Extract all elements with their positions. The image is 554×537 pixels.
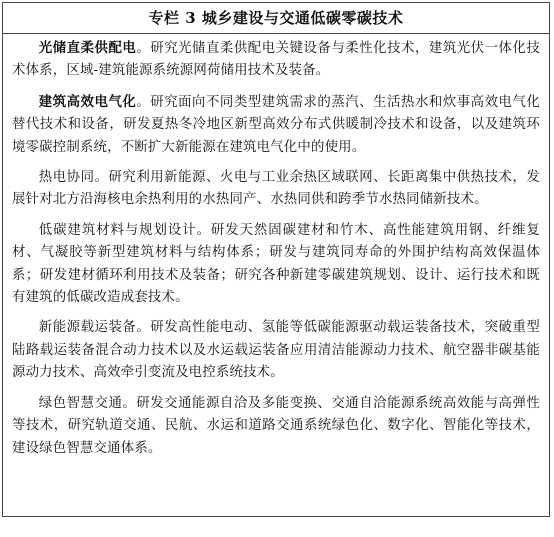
paragraph-lead: 新能源载运装备 [38,320,137,336]
paragraph-text: 。研发高性能电动、氢能等低碳能源驱动载运装备技术，突破重型陆路载运装备混合动力技术以及水运载运装备应用清洁能源动力技术、航空器非碳基能源动力技术、高效牵引变流及电控系统技术。 [12,320,540,381]
paragraph-vehicles [12,317,540,384]
paragraph-text: 。研究光储直柔供配电关键设备与柔性化技术，建筑光伏一体化技术体系，区域-建筑能源系统源网荷储用技术及装备。 [12,41,540,79]
paragraph-lead: 建筑高效电气化 [38,93,137,110]
paragraph-green-transport [12,393,540,460]
paragraph-lead: 热电协同 [38,170,95,186]
column-box [2,2,550,517]
paragraph-electrification [12,91,540,159]
paragraph-lead: 光储直柔供配电 [38,40,137,56]
paragraph-lead: 绿色智慧交通 [38,395,123,411]
paragraph-lead: 低碳建筑材料与规划设计 [38,222,197,238]
column-body [3,34,549,460]
paragraph-text: 。研究利用新能源、火电与工业余热区域联网、长距离集中供热技术，发展针对北方沿海核电余热利用的水热同产、水热同供和跨季节水热同储新技术。 [12,170,540,208]
paragraph-pv-storage [12,37,540,83]
paragraph-text: 。研究面向不同类型建筑需求的蒸汽、生活热水和炊事高效电气化替代技术和设备，研发夏热冬冷地区新型高效分布式供暖制冷技术和设备，以及建筑环境零碳控制系统，不断扩大新能源在建筑电气化中的使用。 [12,94,540,155]
paragraph-text: 。研发天然固碳建材和竹木、高性能建筑用钢、纤维复材、气凝胶等新型建筑材料与结构体系；研发与建筑同寿命的外围护结构高效保温体系；研发建材循环利用技术及装备；研究各种新建零碳建筑规划、设计、运行技术和既有建筑的低碳改造成套技术。 [12,222,540,306]
paragraph-text: 。研发交通能源自洽及多能变换、交通自洽能源系统高效能与高弹性等技术，研究轨道交通、民航、水运和道路交通系统绿色化、数字化、智能化等技术，建设绿色智慧交通体系。 [12,395,540,456]
paragraph-materials [12,220,540,310]
paragraph-heat-power [12,167,540,212]
column-title: 专栏 3 城乡建设与交通低碳零碳技术 [3,3,549,34]
